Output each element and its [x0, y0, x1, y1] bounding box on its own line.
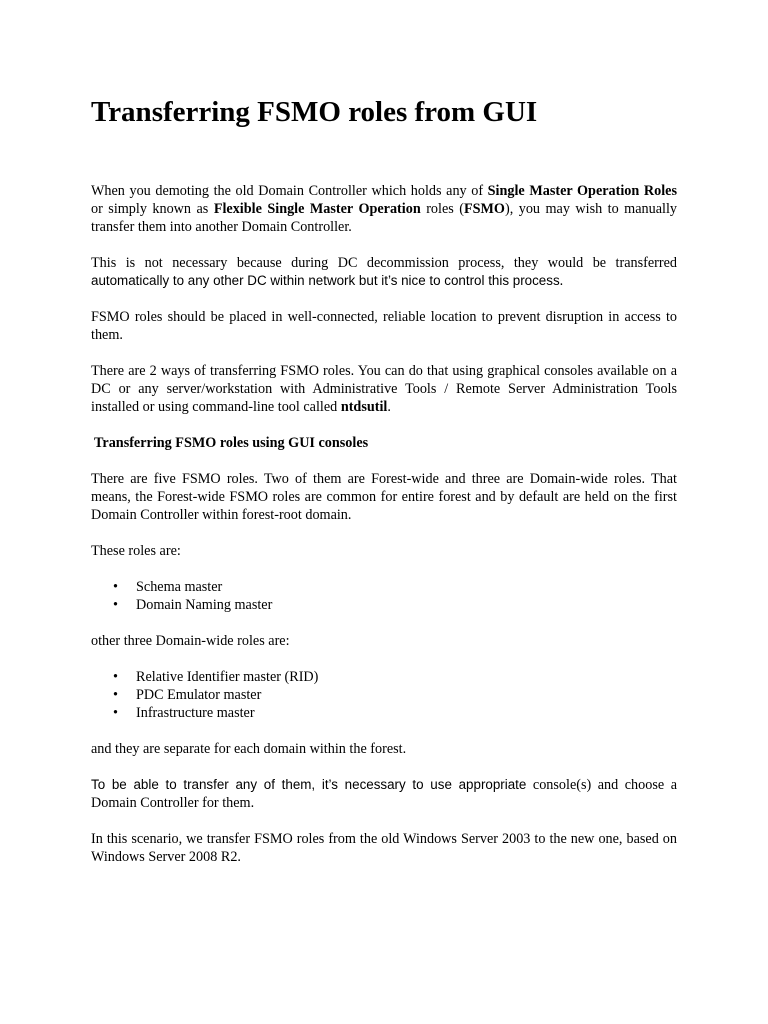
- ntdsutil-bold: ntdsutil: [340, 399, 388, 415]
- list-item: [91, 668, 677, 686]
- decommission-text-3: .: [559, 273, 564, 289]
- domain-roles-intro: other three Domain-wide roles are:: [91, 633, 290, 649]
- decommission-text-1: This is not necessary because during DC decommission process, they would be transferred: [91, 255, 677, 271]
- transfer-text-2: console(s) and choose a Domain Controller for them.: [91, 777, 677, 811]
- section-heading: Transferring FSMO roles using GUI consoles: [94, 435, 369, 451]
- list-item-label: PDC Emulator master: [136, 687, 262, 703]
- ways-text-1: There are 2 ways of transferring FSMO roles. You can do that using graphical consoles available on a DC or any server/workstation with Administrative Tools / Remote Server Administration Tools installed or using command-line tool called: [91, 363, 677, 415]
- intro-paragraph: [91, 182, 677, 236]
- ways-paragraph: [91, 362, 677, 416]
- bullet-icon: •: [113, 687, 118, 703]
- bullet-icon: •: [113, 597, 118, 613]
- intro-text-2: or simply known as: [91, 201, 214, 217]
- intro-text-4: ), you may wish to manually transfer them into another Domain Controller.: [91, 201, 677, 235]
- list-item-label: Relative Identifier master (RID): [136, 669, 319, 685]
- intro-text-3: roles (: [420, 201, 464, 217]
- transfer-text-1: To be able to transfer any of them, it’s necessary to use appropriate: [91, 777, 527, 792]
- list-item-label: Domain Naming master: [136, 597, 273, 613]
- intro-text-1: When you demoting the old Domain Controller which holds any of: [91, 183, 488, 199]
- decommission-text-2: automatically to any other DC within network but it’s nice to control this process: [91, 273, 560, 288]
- intro-bold-3: FSMO: [463, 201, 505, 217]
- decommission-paragraph: [91, 254, 677, 290]
- separate-paragraph: and they are separate for each domain within the forest.: [91, 741, 407, 757]
- document-page: [91, 94, 677, 884]
- intro-bold-1: Single Master Operation Roles: [487, 183, 677, 199]
- document-title: Transferring FSMO roles from GUI: [91, 96, 538, 128]
- list-item-label: Schema master: [136, 579, 223, 595]
- list-item: [91, 704, 677, 722]
- bullet-icon: •: [113, 579, 118, 595]
- five-roles-paragraph: There are five FSMO roles. Two of them are Forest-wide and three are Domain-wide roles. That means, the Forest-wide FSMO roles are common for entire forest and by default are held on the first Domain Controller within forest-root domain.: [91, 471, 677, 523]
- forest-roles-list: [91, 578, 677, 614]
- these-roles-paragraph: These roles are:: [91, 543, 181, 559]
- ways-text-2: .: [387, 399, 391, 415]
- list-item: [91, 578, 677, 596]
- bullet-icon: •: [113, 669, 118, 685]
- list-item: [91, 596, 677, 614]
- domain-roles-list: [91, 668, 677, 722]
- list-item-label: Infrastructure master: [136, 705, 255, 721]
- list-item: [91, 686, 677, 704]
- intro-bold-2: Flexible Single Master Operation: [213, 201, 421, 217]
- bullet-icon: •: [113, 705, 118, 721]
- scenario-paragraph: In this scenario, we transfer FSMO roles from the old Windows Server 2003 to the new one, based on Windows Server 2008 R2.: [91, 831, 677, 865]
- placement-paragraph: FSMO roles should be placed in well-connected, reliable location to prevent disruption in access to them.: [91, 309, 677, 343]
- transfer-paragraph: [91, 776, 677, 812]
